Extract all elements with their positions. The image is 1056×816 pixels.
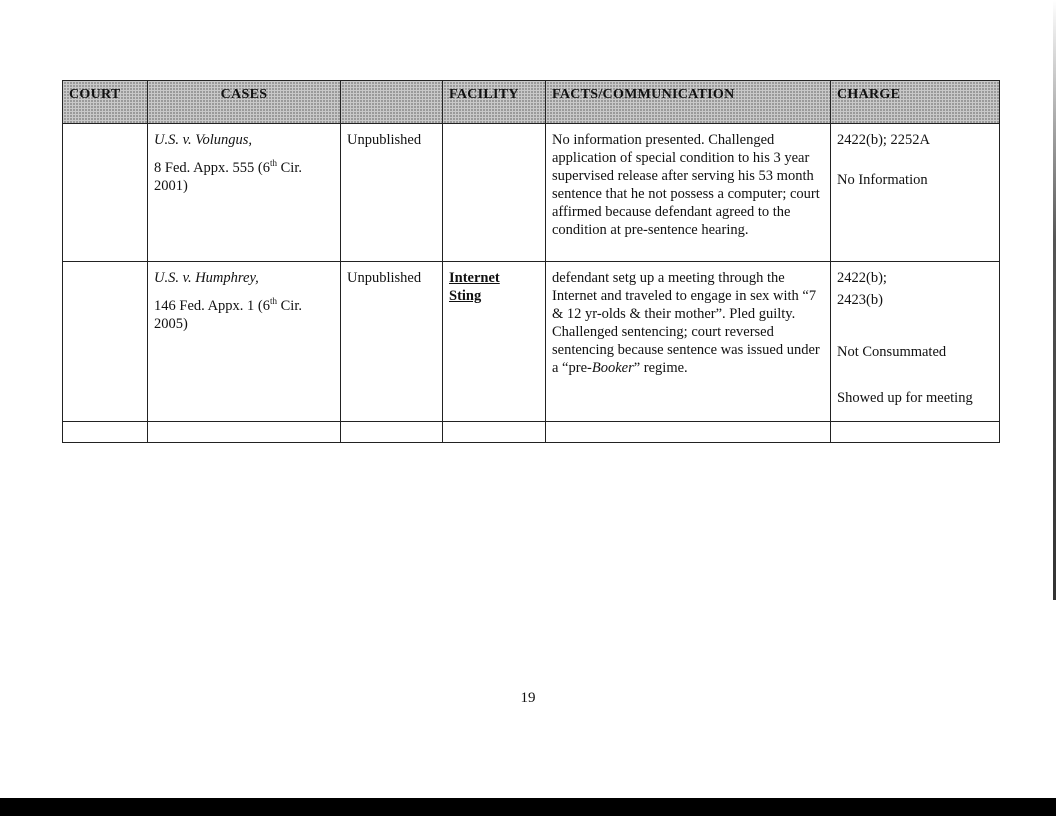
charge-statute: 2422(b); [837,270,887,286]
header-court: COURT [63,81,148,124]
header-cases: CASES [148,81,341,124]
header-row [63,81,1000,124]
charge-note: Not Consummated [837,344,947,360]
status-cell: Unpublished [341,124,443,262]
case-name: U.S. v. Volungus, [154,132,253,148]
cases-table [62,80,1000,443]
status-cell: Unpublished [341,262,443,422]
header-blank [341,81,443,124]
empty-cell [443,422,546,443]
empty-cell [546,422,831,443]
charge-statutes: 2422(b); 2252A [837,132,931,148]
page-number: 19 [520,690,536,706]
case-cell [148,124,341,262]
charge-cell [831,262,1000,422]
facility-cell [443,262,546,422]
charge-cell [831,124,1000,262]
case-citation: 146 Fed. Appx. 1 (6th Cir. 2005) [154,296,302,332]
case-name: U.S. v. Humphrey, [154,270,259,286]
table-row-empty [63,422,1000,443]
facts-cell: defendant setg up a meeting through the Internet and traveled to engage in sex with “7 & 12 yr-olds & their mother”. Pled guilty. Challenged sentencing; court reversed sentencing because sentence was issued under a “pre-Booker” regime. [546,262,831,422]
facts-cell: No information presented. Challenged application of special condition to his 3 year supervised release after serving his 53 month sentence that he not possess a computer; court affirmed because defendant agreed to the condition at pre-sentence hearing. [546,124,831,262]
case-citation: 8 Fed. Appx. 555 (6th Cir. 2001) [154,158,302,194]
facility-cell [443,124,546,262]
scan-bottom-border [0,798,1056,816]
case-cell [148,262,341,422]
court-cell [63,262,148,422]
empty-cell [63,422,148,443]
court-cell [63,124,148,262]
charge-statute: 2423(b) [837,292,883,308]
charge-note: No Information [837,172,928,188]
charge-note: Showed up for meeting [837,390,973,406]
table-row [63,124,1000,262]
empty-cell [148,422,341,443]
empty-cell [831,422,1000,443]
facility-link[interactable]: Internet Sting [449,270,500,304]
header-facts: FACTS/COMMUNICATION [546,81,831,124]
empty-cell [341,422,443,443]
table-row [63,262,1000,422]
header-facility: FACILITY [443,81,546,124]
header-charge: CHARGE [831,81,1000,124]
